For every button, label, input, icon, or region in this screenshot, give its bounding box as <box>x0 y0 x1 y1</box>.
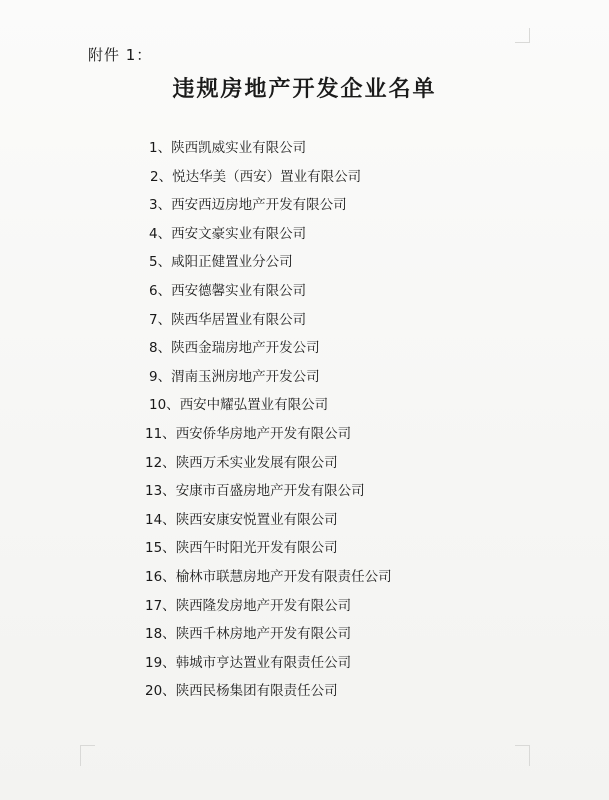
company-list <box>145 134 392 706</box>
company-name: 陕西隆发房地产开发有限公司 <box>175 597 352 614</box>
company-name: 悦达华美（西安）置业有限公司 <box>172 168 362 185</box>
list-item <box>145 363 392 392</box>
company-name: 西安西迈房地产开发有限公司 <box>171 197 347 214</box>
company-name: 西安侨华房地产开发有限公司 <box>175 425 352 442</box>
list-item <box>145 506 392 535</box>
item-number: 12、 <box>145 454 176 471</box>
item-number: 18、 <box>145 626 176 643</box>
company-name: 咸阳正健置业分公司 <box>171 254 293 271</box>
list-item <box>145 449 392 478</box>
list-item <box>145 334 392 363</box>
item-number: 6、 <box>149 282 172 299</box>
company-name: 陕西民杨集团有限责任公司 <box>175 683 338 700</box>
company-name: 陕西凯威实业有限公司 <box>171 140 307 156</box>
list-item <box>145 134 392 163</box>
company-name: 西安文豪实业有限公司 <box>171 225 307 242</box>
item-number: 2、 <box>150 168 173 185</box>
list-item <box>145 534 392 563</box>
item-number: 11、 <box>145 425 176 442</box>
list-item <box>145 391 392 420</box>
list-item <box>145 649 392 678</box>
item-number: 20、 <box>145 683 176 700</box>
list-item <box>145 191 392 220</box>
item-number: 9、 <box>149 368 172 385</box>
item-number: 16、 <box>145 568 176 585</box>
company-name: 陕西千林房地产开发有限公司 <box>175 626 352 643</box>
list-item <box>145 677 392 706</box>
company-name: 陕西万禾实业发展有限公司 <box>175 454 338 471</box>
item-number: 8、 <box>149 340 172 357</box>
item-number: 10、 <box>149 397 180 414</box>
item-number: 4、 <box>149 225 172 242</box>
item-number: 17、 <box>145 597 176 614</box>
company-name: 陕西华居置业有限公司 <box>171 311 307 328</box>
company-name: 陕西午时阳光开发有限公司 <box>175 540 338 557</box>
list-item <box>145 277 392 306</box>
company-name: 渭南玉洲房地产开发公司 <box>171 368 320 385</box>
company-name: 韩城市亨达置业有限责任公司 <box>175 654 352 671</box>
company-name: 安康市百盛房地产开发有限公司 <box>175 483 365 500</box>
page-corner-mark <box>515 28 530 43</box>
list-item <box>145 563 392 592</box>
company-name: 陕西安康安悦置业有限公司 <box>175 511 338 528</box>
page-corner-mark <box>80 745 95 766</box>
company-name: 陕西金瑞房地产开发公司 <box>171 340 320 357</box>
item-number: 5、 <box>149 254 172 271</box>
item-number: 13、 <box>145 483 176 500</box>
document-title: 违规房地产开发企业名单 <box>172 77 437 102</box>
list-item <box>145 163 392 192</box>
item-number: 7、 <box>149 311 172 328</box>
page-corner-mark <box>515 745 530 766</box>
item-number: 19、 <box>145 654 176 671</box>
company-name: 西安德馨实业有限公司 <box>171 282 307 299</box>
company-name: 榆林市联慧房地产开发有限责任公司 <box>175 568 392 585</box>
list-item <box>145 477 392 506</box>
list-item <box>145 248 392 277</box>
item-number: 15、 <box>145 540 176 557</box>
item-number: 14、 <box>145 511 176 528</box>
item-number: 3、 <box>149 197 172 214</box>
list-item <box>145 220 392 249</box>
list-item <box>145 620 392 649</box>
item-number: 1、 <box>149 140 172 156</box>
attachment-label: 附件 1： <box>88 46 153 64</box>
list-item <box>145 592 392 621</box>
list-item <box>145 306 392 335</box>
list-item <box>145 420 392 449</box>
company-name: 西安中耀弘置业有限公司 <box>179 397 329 414</box>
